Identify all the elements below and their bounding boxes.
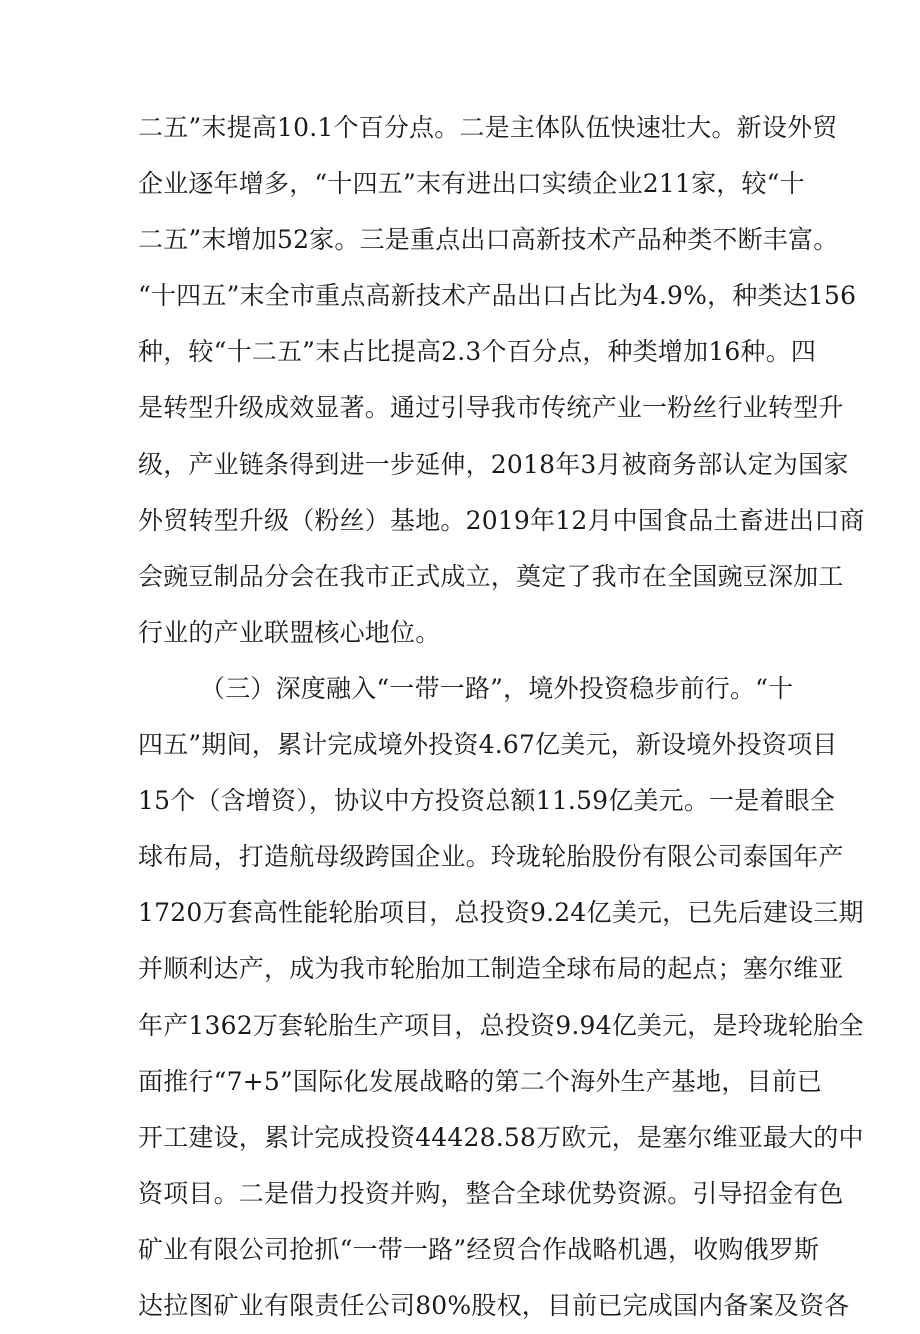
text-line: 外贸转型升级（粉丝）基地。2019年12月中国食品土畜进出口商 <box>138 505 865 535</box>
text-line: 二五”末增加52家。三是重点出口高新技术产品种类不断丰富。 <box>138 225 839 255</box>
text-line: 面推行“7+5”国际化发展战略的第二个海外生产基地，目前已 <box>138 1066 823 1096</box>
paragraph-2 <box>138 661 864 1334</box>
text-line: 行业的产业联盟核心地位。 <box>138 617 441 647</box>
text-line: 资项目。二是借力投资并购，整合全球优势资源。引导招金有色 <box>138 1178 844 1208</box>
text-line: 1720万套高性能轮胎项目，总投资9.24亿美元，已先后建设三期 <box>138 898 864 928</box>
text-line: 四五”期间，累计完成境外投资4.67亿美元，新设境外投资项目 <box>138 730 838 760</box>
text-line: 球布局，打造航母级跨国企业。玲珑轮胎股份有限公司泰国年产 <box>138 842 844 872</box>
text-line: 开工建设，累计完成投资44428.58万欧元，是塞尔维亚最大的中 <box>138 1122 864 1152</box>
text-line: 会豌豆制品分会在我市正式成立，奠定了我市在全国豌豆深加工 <box>138 561 844 591</box>
text-line: 种，较“十二五”末占比提高2.3个百分点，种类增加16种。四 <box>138 337 817 367</box>
text-line: 是转型升级成效显著。通过引导我市传统产业一粉丝行业转型升 <box>138 393 844 423</box>
text-line: 15个（含增资），协议中方投资总额11.59亿美元。一是着眼全 <box>138 786 836 816</box>
text-line: 二五”末提高10.1个百分点。二是主体队伍快速壮大。新设外贸 <box>138 113 838 142</box>
text-line: 级，产业链条得到进一步延伸，2018年3月被商务部认定为国家 <box>138 449 849 479</box>
text-line: （三）深度融入“一带一路”，境外投资稳步前行。“十 <box>200 673 794 703</box>
text-line: 达拉图矿业有限责任公司80%股权，目前已完成国内备案及资各 <box>138 1290 850 1320</box>
text-line: 矿业有限公司抢抓“一带一路”经贸合作战略机遇，收购俄罗斯 <box>138 1234 820 1264</box>
text-line: 年产1362万套轮胎生产项目，总投资9.94亿美元，是玲珑轮胎全 <box>138 1010 864 1040</box>
text-line: 企业逐年增多，“十四五”末有进出口实绩企业211家，较“十 <box>138 169 805 199</box>
text-line: “十四五”末全市重点高新技术产品出口占比为4.9%，种类达156 <box>138 281 857 311</box>
text-line: 并顺利达产，成为我市轮胎加工制造全球布局的起点；塞尔维亚 <box>138 954 844 984</box>
body-text <box>138 100 865 1334</box>
paragraph-1 <box>138 100 865 661</box>
